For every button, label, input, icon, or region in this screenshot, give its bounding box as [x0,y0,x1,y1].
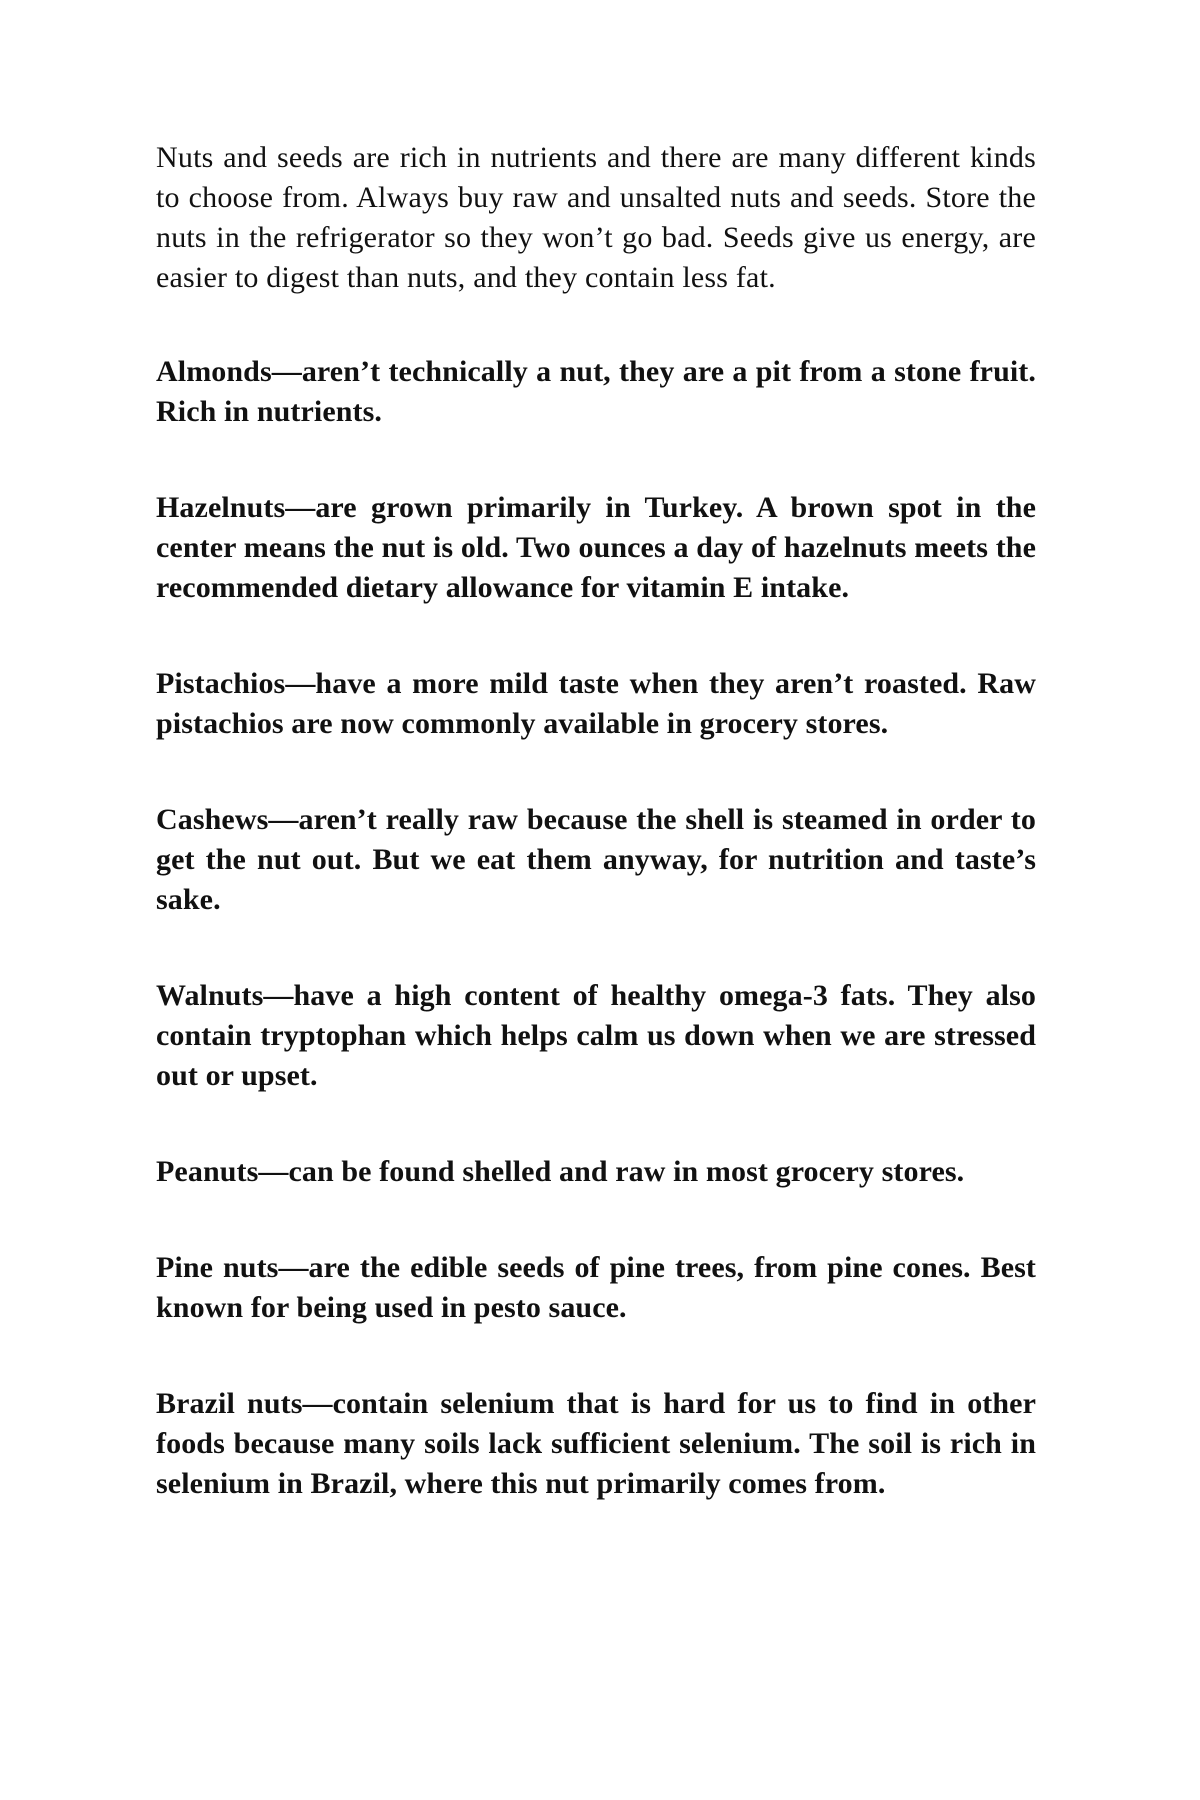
entry-peanuts: Peanuts—can be found shelled and raw in most grocery stores. [156,1155,965,1188]
entry-pistachios: Pistachios—have a more mild taste when they aren’t roasted. Raw pistachios are now commonly available in grocery stores. [156,667,1036,740]
entry-brazil-nuts: Brazil nuts—contain selenium that is hard for us to find in other foods because many soils lack sufficient selenium. The soil is rich in selenium in Brazil, where this nut primarily comes from. [156,1387,1036,1500]
entry-walnuts: Walnuts—have a high content of healthy omega-3 fats. They also contain tryptophan which helps calm us down when we are stressed out or upset. [156,979,1036,1092]
intro-paragraph: Nuts and seeds are rich in nutrients and there are many different kinds to choose from. Always buy raw and unsalted nuts and seeds. Store the nuts in the refrigerator so they won’t go bad. Seeds give us energy, are easier to digest than nuts, and they contain less fat. [156,141,1036,294]
entry-cashews: Cashews—aren’t really raw because the shell is steamed in order to get the nut out. But we eat them anyway, for nutrition and taste’s sake. [156,803,1036,916]
page-content [156,138,1036,1560]
entry-hazelnuts: Hazelnuts—are grown primarily in Turkey. A brown spot in the center means the nut is old. Two ounces a day of hazelnuts meets the recommended dietary allowance for vitamin E intake. [156,491,1036,604]
entry-almonds: Almonds—aren’t technically a nut, they are a pit from a stone fruit. Rich in nutrients. [156,355,1036,428]
entry-pine-nuts: Pine nuts—are the edible seeds of pine trees, from pine cones. Best known for being used in pesto sauce. [156,1251,1036,1324]
